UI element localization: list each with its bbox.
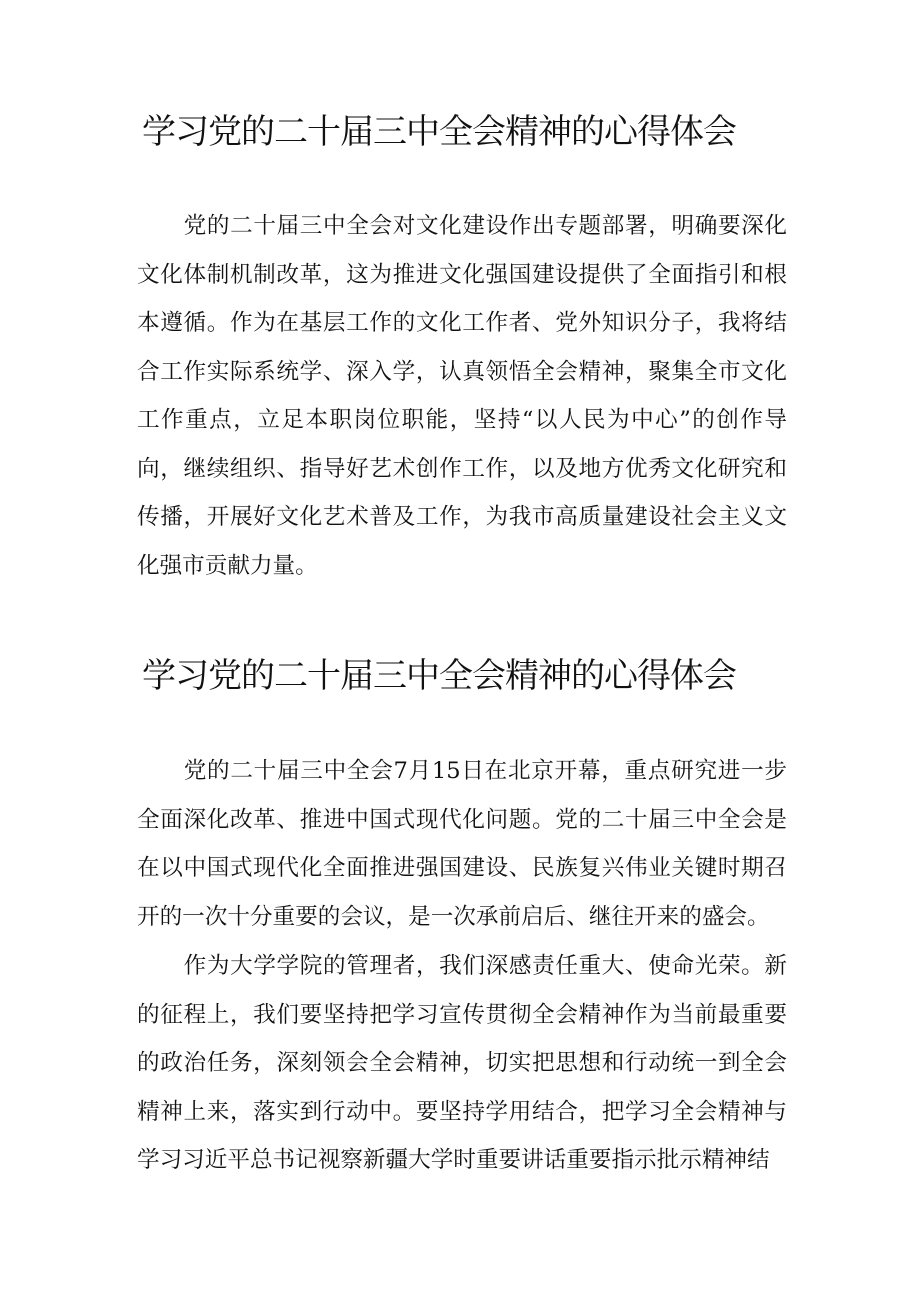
section-2-paragraph-1: 党的二十届三中全会7月15日在北京开幕，重点研究进一步全面深化改革、推进中国式现代化问题。党的二十届三中全会是在以中国式现代化全面推进强国建设、民族复兴伟业关键时期召开的一次十分重要的会议，是一次承前启后、继往开来的盛会。 — [137, 758, 787, 930]
section-1-title: 学习党的二十届三中全会精神的心得体会 — [142, 112, 736, 152]
section-1-paragraph-1: 党的二十届三中全会对文化建设作出专题部署，明确要深化文化体制机制改革，这为推进文化强国建设提供了全面指引和根本遵循。作为在基层工作的文化工作者、党外知识分子，我将结合工作实际系统学、深入学，认真领悟全会精神，聚集全市文化工作重点，立足本职岗位职能，坚持“以人民为中心”的创作导向，继续组织、指导好艺术创作工作，以及地方优秀文化研究和传播，开展好文化艺术普及工作，为我市高质量建设社会主义文化强市贡献力量。 — [137, 213, 787, 579]
section-2-paragraph-2: 作为大学学院的管理者，我们深感责任重大、使命光荣。新的征程上，我们要坚持把学习宣传贯彻全会精神作为当前最重要的政治任务，深刻领会全会精神，切实把思想和行动统一到全会精神上来，落实到行动中。要坚持学用结合，把学习全会精神与学习习近平总书记视察新疆大学时重要讲话重要指示批示精神结 — [137, 953, 787, 1173]
section-2-title: 学习党的二十届三中全会精神的心得体会 — [142, 656, 736, 696]
